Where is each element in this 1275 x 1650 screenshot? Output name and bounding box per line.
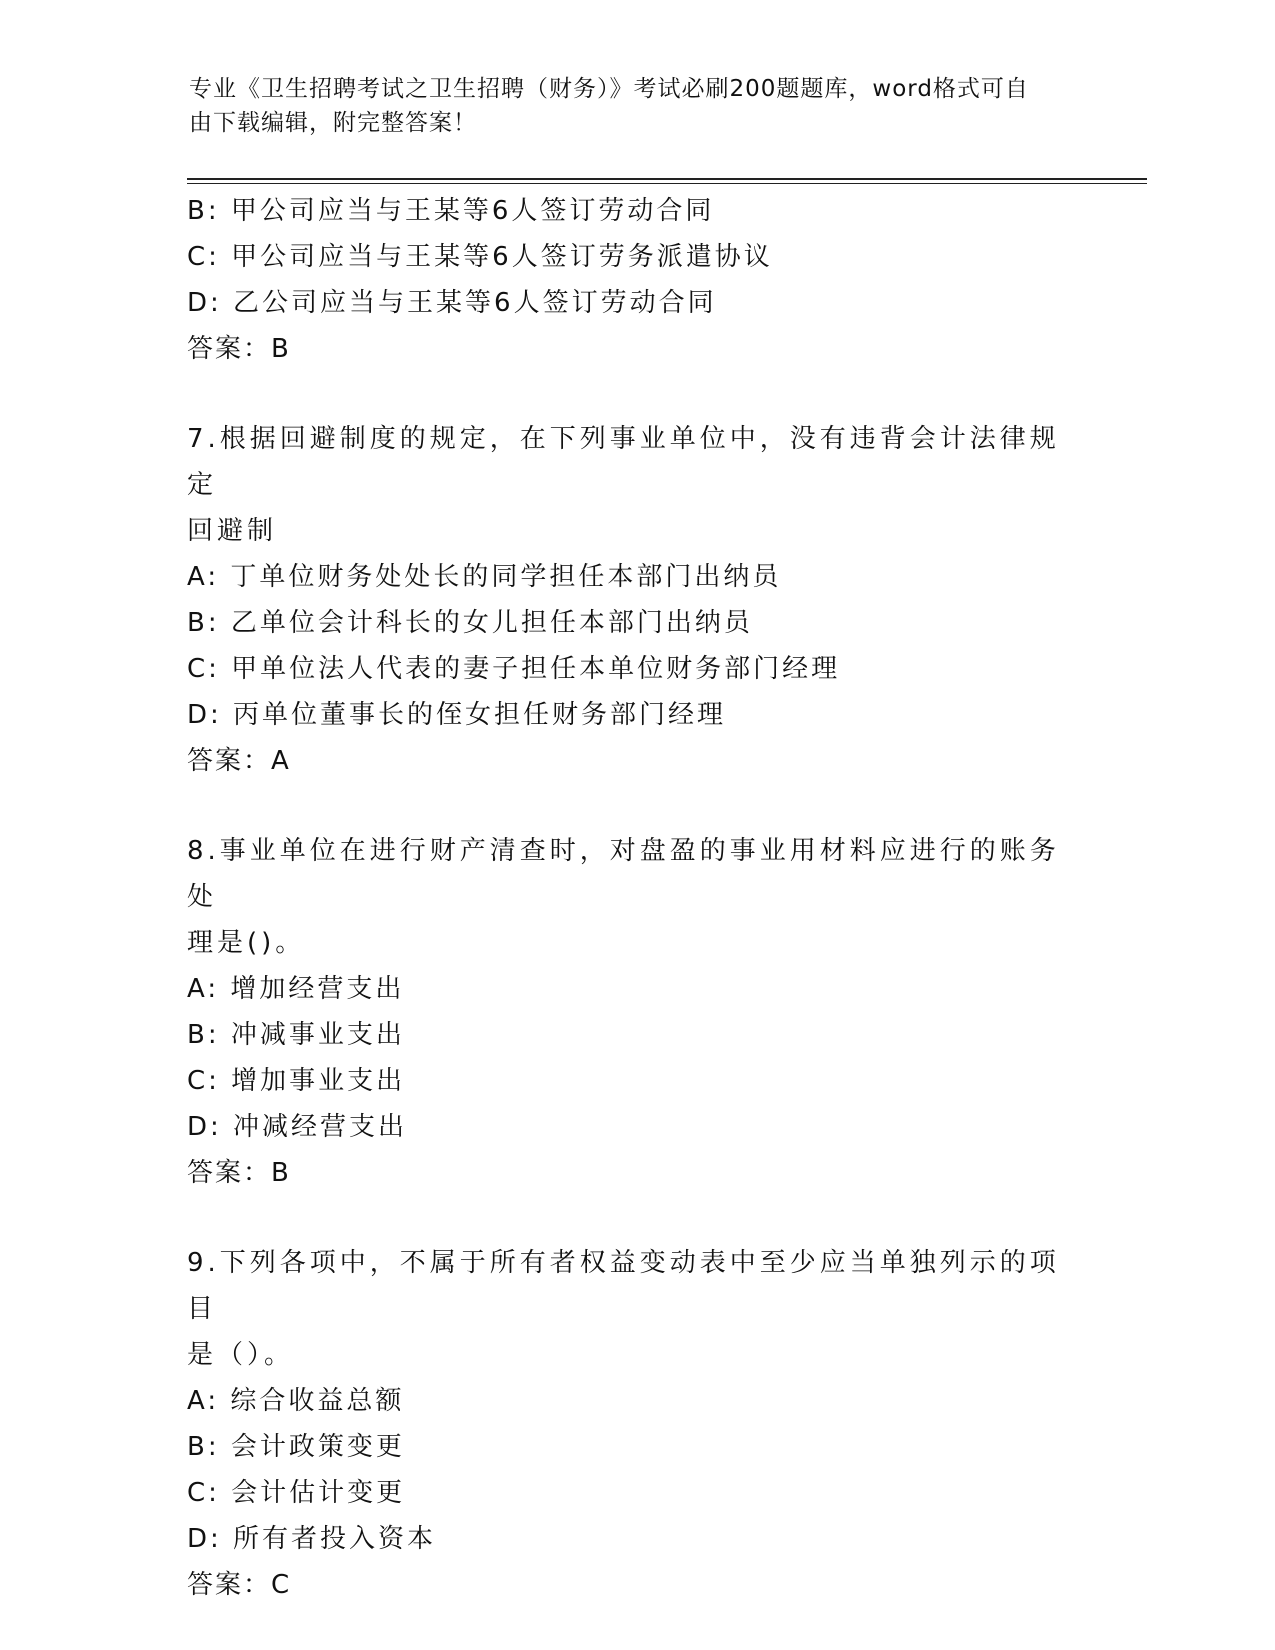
answer: 答案：B: [187, 334, 291, 364]
question-stem-line-2: 是（）。: [187, 1340, 295, 1370]
option-b: B: 甲公司应当与王某等6人签订劳动合同: [187, 196, 715, 226]
question-6-partial: [187, 188, 1067, 372]
option-b: B: 乙单位会计科长的女儿担任本部门出纳员: [187, 608, 753, 638]
question-stem-line-1: 7.根据回避制度的规定，在下列事业单位中，没有违背会计法律规定: [187, 424, 1060, 500]
document-body: [187, 188, 1067, 1608]
question-9: [187, 1240, 1067, 1608]
option-a: A: 丁单位财务处处长的同学担任本部门出纳员: [187, 562, 782, 592]
option-d: D: 冲减经营支出: [187, 1112, 408, 1142]
question-stem-line-1: 9.下列各项中，不属于所有者权益变动表中至少应当单独列示的项目: [187, 1248, 1060, 1324]
option-b: B: 会计政策变更: [187, 1432, 405, 1462]
answer: 答案：B: [187, 1158, 291, 1188]
header-line-1: 专业《卫生招聘考试之卫生招聘（财务）》考试必刷200题题库，word格式可自: [189, 76, 1029, 102]
question-stem-line-2: 理是()。: [187, 928, 306, 958]
header-line-2: 由下载编辑，附完整答案！: [189, 110, 477, 136]
option-a: A: 增加经营支出: [187, 974, 405, 1004]
question-7: [187, 416, 1067, 784]
answer: 答案：A: [187, 746, 291, 776]
header-divider-thin: [187, 183, 1147, 184]
header-divider-thick: [187, 178, 1147, 180]
option-b: B: 冲减事业支出: [187, 1020, 405, 1050]
option-d: D: 乙公司应当与王某等6人签订劳动合同: [187, 288, 717, 318]
document-header: [189, 72, 1069, 140]
option-c: C: 会计估计变更: [187, 1478, 406, 1508]
option-c: C: 甲公司应当与王某等6人签订劳务派遣协议: [187, 242, 773, 272]
question-8: [187, 828, 1067, 1196]
question-stem-line-1: 8.事业单位在进行财产清查时，对盘盈的事业用材料应进行的账务处: [187, 836, 1060, 912]
option-d: D: 所有者投入资本: [187, 1524, 437, 1554]
question-stem-line-2: 回避制: [187, 516, 278, 546]
option-d: D: 丙单位董事长的侄女担任财务部门经理: [187, 700, 727, 730]
option-c: C: 增加事业支出: [187, 1066, 406, 1096]
option-c: C: 甲单位法人代表的妻子担任本单位财务部门经理: [187, 654, 841, 684]
answer: 答案：C: [187, 1570, 292, 1600]
option-a: A: 综合收益总额: [187, 1386, 405, 1416]
